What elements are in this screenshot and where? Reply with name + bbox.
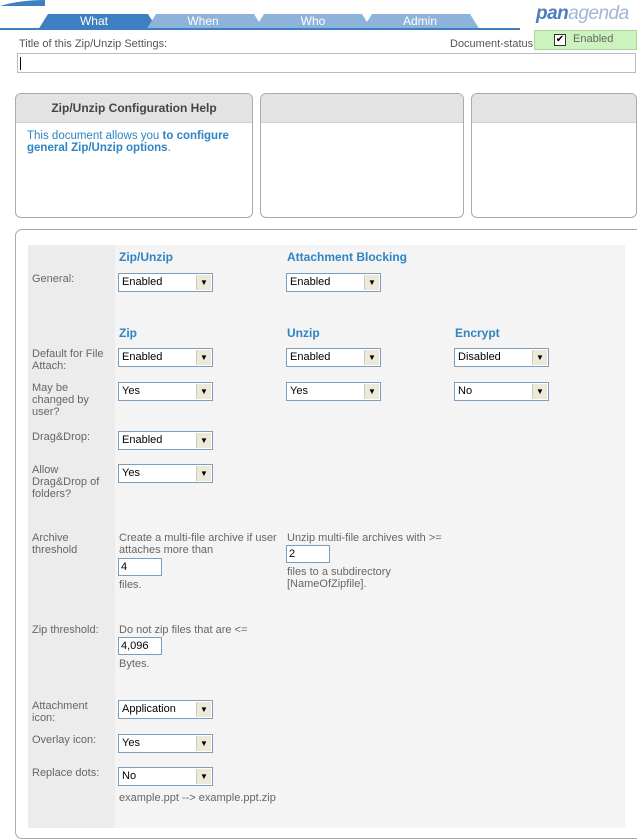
help-box-empty-2 [471, 93, 637, 218]
replace-dots-example: example.ppt --> example.ppt.zip [119, 792, 276, 804]
dropdown-arrow-icon[interactable]: ▼ [196, 466, 211, 481]
replace-dots-select[interactable] [118, 767, 213, 786]
help-box [15, 93, 253, 218]
dragdrop-label: Drag&Drop: [32, 431, 91, 443]
change-zip-select[interactable] [118, 382, 213, 401]
zip-threshold-unit: Bytes. [119, 658, 150, 670]
dropdown-arrow-icon[interactable]: ▼ [364, 350, 379, 365]
archive-unzip-text: Unzip multi-file archives with >= [287, 532, 442, 544]
default-file-attach-label: Default for File Attach: [32, 348, 104, 372]
replace-dots-label: Replace dots: [32, 767, 100, 779]
dropdown-arrow-icon[interactable]: ▼ [532, 384, 547, 399]
help-box-title: Zip/Unzip Configuration Help [16, 94, 252, 123]
encrypt-header: Encrypt [455, 326, 500, 340]
attachment-icon-select[interactable] [118, 700, 213, 719]
overlay-icon-select[interactable] [118, 734, 213, 753]
dropdown-arrow-icon[interactable]: ▼ [196, 736, 211, 751]
dragdrop-select-value: Enabled [122, 434, 163, 446]
dropdown-arrow-icon[interactable]: ▼ [196, 433, 211, 448]
archive-unzip-unit: files to a subdirectory [NameOfZipfile]. [287, 566, 391, 590]
document-status-label: Document-status [450, 38, 534, 50]
dropdown-arrow-icon[interactable]: ▼ [364, 275, 379, 290]
archive-threshold-label: Archive threshold [32, 532, 78, 556]
dropdown-arrow-icon[interactable]: ▼ [196, 350, 211, 365]
replace-dots-select-value: No [122, 770, 137, 782]
title-label: Title of this Zip/Unzip Settings: [19, 38, 168, 50]
dropdown-arrow-icon[interactable]: ▼ [196, 384, 211, 399]
overlay-icon-select-value: Yes [122, 737, 140, 749]
default-encrypt-select[interactable] [454, 348, 549, 367]
zip-threshold-text: Do not zip files that are <= [119, 624, 248, 636]
checkbox-icon[interactable]: ✔ [555, 34, 565, 45]
attachment-icon-label: Attachment icon: [32, 700, 88, 724]
default-zip-select[interactable] [118, 348, 213, 367]
change-encrypt-select-value: No [458, 385, 473, 397]
dropdown-arrow-icon[interactable]: ▼ [364, 384, 379, 399]
tab-who[interactable]: Who [300, 14, 326, 28]
dragdrop-select[interactable] [118, 431, 213, 450]
help-box-empty-1 [260, 93, 464, 218]
change-unzip-select[interactable] [286, 382, 381, 401]
change-zip-select-value: Yes [122, 385, 140, 397]
help-box-text: This document allows you to configure general Zip/Unzip options. [27, 130, 229, 154]
dragdrop-folders-label: Allow Drag&Drop of folders? [32, 464, 100, 500]
zip-header: Zip [119, 326, 137, 340]
change-unzip-select-value: Yes [290, 385, 308, 397]
archive-zip-unit: files. [119, 579, 142, 591]
help-box-empty-2-header [472, 94, 636, 123]
dragdrop-folders-select[interactable] [118, 464, 213, 483]
default-unzip-select-value: Enabled [290, 351, 331, 363]
zip-threshold-input[interactable]: 4,096 [118, 637, 162, 655]
dropdown-arrow-icon[interactable]: ▼ [196, 769, 211, 784]
tab-bar [0, 0, 520, 30]
title-input[interactable] [17, 53, 636, 73]
help-box-empty-1-header [261, 94, 463, 123]
attachment-icon-select-value: Application [122, 703, 176, 715]
unzip-header: Unzip [287, 326, 320, 340]
panagenda-logo: panagenda [536, 3, 629, 24]
zip-unzip-select-value: Enabled [122, 276, 163, 288]
tab-when[interactable]: When [187, 14, 219, 28]
default-unzip-select[interactable] [286, 348, 381, 367]
attachment-blocking-header: Attachment Blocking [287, 250, 408, 264]
zip-threshold-label: Zip threshold: [32, 624, 99, 636]
dragdrop-folders-select-value: Yes [122, 467, 140, 479]
dropdown-arrow-icon[interactable]: ▼ [532, 350, 547, 365]
dropdown-arrow-icon[interactable]: ▼ [196, 702, 211, 717]
attachment-blocking-select[interactable] [286, 273, 381, 292]
document-status-value: Enabled [573, 33, 614, 45]
text-caret [20, 57, 21, 70]
zip-unzip-select[interactable] [118, 273, 213, 292]
tab-admin[interactable]: Admin [402, 14, 437, 28]
zip-unzip-header: Zip/Unzip [119, 250, 173, 264]
may-change-label: May be changed by user? [32, 382, 89, 418]
default-zip-select-value: Enabled [122, 351, 163, 363]
document-status-toggle[interactable] [534, 30, 637, 50]
attachment-blocking-select-value: Enabled [290, 276, 331, 288]
default-encrypt-select-value: Disabled [458, 351, 501, 363]
change-encrypt-select[interactable] [454, 382, 549, 401]
overlay-icon-label: Overlay icon: [32, 734, 97, 746]
archive-zip-count-input[interactable]: 4 [118, 558, 162, 576]
tab-what[interactable]: What [79, 14, 108, 28]
general-label: General: [32, 273, 75, 285]
archive-unzip-count-input[interactable]: 2 [286, 545, 330, 563]
dropdown-arrow-icon[interactable]: ▼ [196, 275, 211, 290]
archive-zip-text: Create a multi-file archive if user attaches more than [119, 532, 277, 556]
